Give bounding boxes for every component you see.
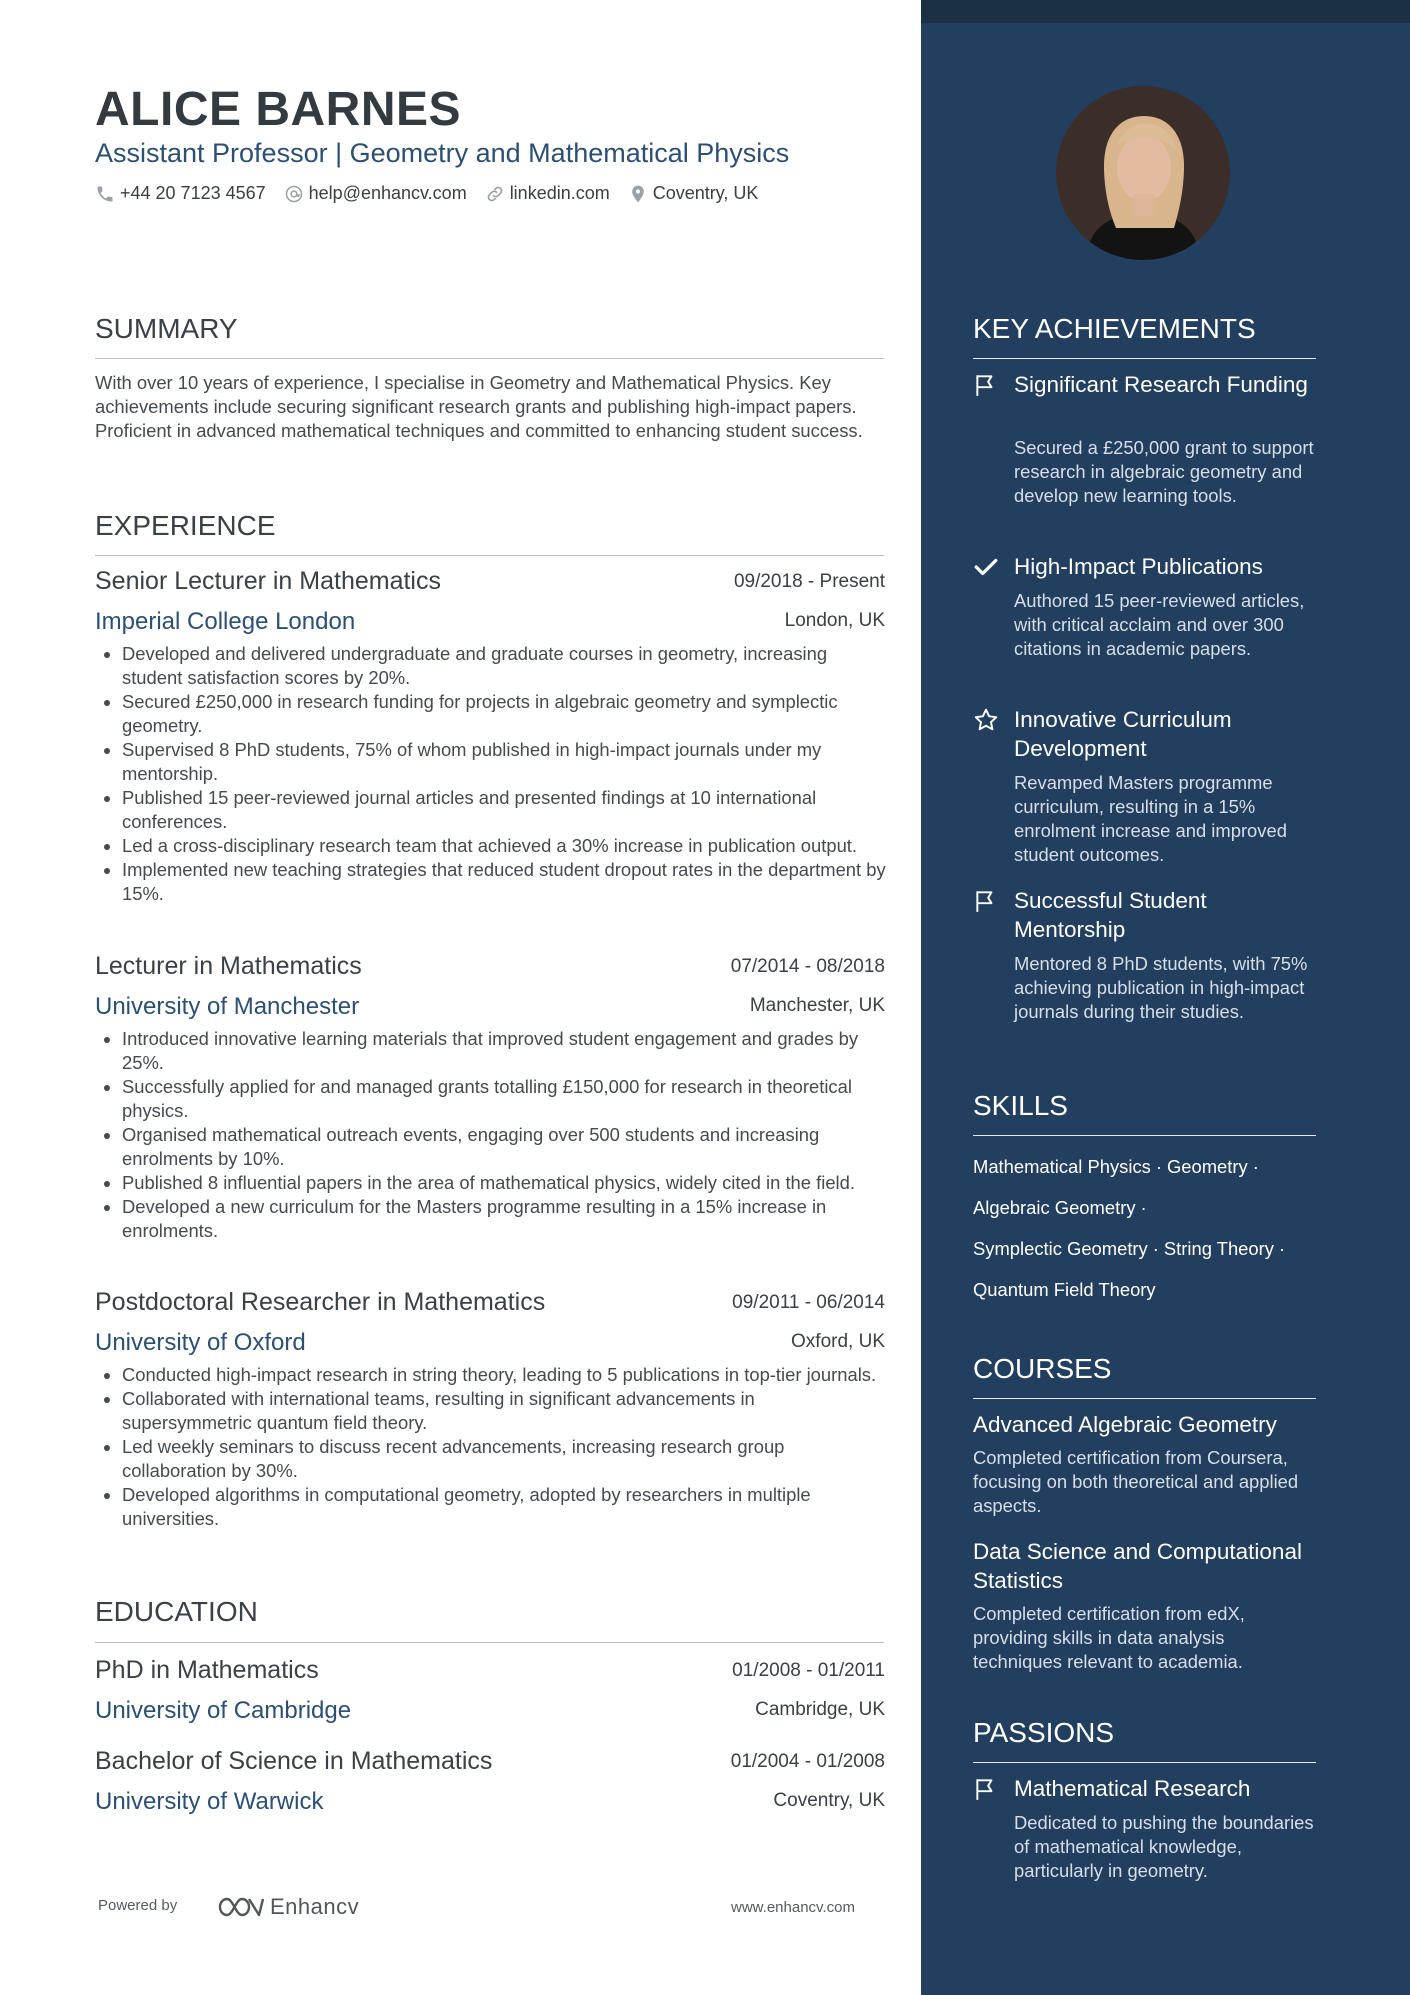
contact-email-text: help@enhancv.com <box>308 183 467 203</box>
skill-tag: Symplectic Geometry <box>973 1238 1148 1259</box>
job-org: Imperial College London <box>95 608 356 635</box>
list-item: • Successfully applied for and managed grants totalling £150,000 for research in theoretical physics. <box>122 1075 887 1123</box>
at-icon <box>284 184 304 204</box>
contact-bar <box>95 183 776 204</box>
education-location: Coventry, UK <box>773 1790 885 1811</box>
skill-tag: String Theory <box>1163 1238 1274 1259</box>
list-item: • Conducted high-impact research in string theory, leading to 5 publications in top-tier journals. <box>122 1363 887 1387</box>
checkmark-icon <box>973 554 999 580</box>
experience-title: EXPERIENCE <box>95 510 276 541</box>
passions-title: PASSIONS <box>973 1717 1115 1748</box>
job-role: Lecturer in Mathematics <box>95 952 362 980</box>
list-item: • Led a cross-disciplinary research team that achieved a 30% increase in publication output. <box>122 834 887 858</box>
list-item: • Developed algorithms in computational geometry, adopted by researchers in multiple universities. <box>122 1483 887 1531</box>
education-divider <box>95 1642 884 1643</box>
list-item: • Developed and delivered undergraduate and graduate courses in geometry, increasing student satisfaction scores by 20%. <box>122 642 887 690</box>
achievement-desc: Revamped Masters programme curriculum, resulting in a 15% enrolment increase and improved student outcomes. <box>1014 772 1287 865</box>
sidebar-top-band <box>921 0 1410 23</box>
achievement-title: Significant Research Funding <box>1014 372 1308 397</box>
experience-divider <box>95 555 884 556</box>
achievement-desc: Secured a £250,000 grant to support research in algebraic geometry and develop new learning tools. <box>1014 437 1314 506</box>
achievement-title: Innovative Curriculum Development <box>1014 707 1232 761</box>
skills-title: SKILLS <box>973 1090 1068 1121</box>
star-icon <box>973 707 999 733</box>
achievements-title: KEY ACHIEVEMENTS <box>973 313 1256 344</box>
passions-divider <box>973 1762 1316 1763</box>
enhancv-logo-icon <box>216 1894 264 1920</box>
link-icon <box>485 184 505 204</box>
courses-divider <box>973 1398 1316 1399</box>
job-bullets <box>95 642 887 906</box>
footer-powered-by: Powered by <box>98 1897 178 1914</box>
footer-brand-name: Enhancv <box>270 1894 360 1919</box>
job-org: University of Manchester <box>95 993 360 1020</box>
flag-icon <box>973 372 999 398</box>
education-degree: Bachelor of Science in Mathematics <box>95 1747 493 1775</box>
list-item: • Supervised 8 PhD students, 75% of whom published in high-impact journals under my mentorship. <box>122 738 887 786</box>
achievement-desc: Mentored 8 PhD students, with 75% achieving publication in high-impact journals during their studies. <box>1014 953 1308 1022</box>
contact-linkedin-text: linkedin.com <box>509 183 610 203</box>
contact-email[interactable] <box>284 183 467 204</box>
achievement-title: Successful Student Mentorship <box>1014 888 1207 942</box>
list-item: • Secured £250,000 in research funding for projects in algebraic geometry and symplectic geometry. <box>122 690 887 738</box>
achievement-desc: Authored 15 peer-reviewed articles, with critical acclaim and over 300 citations in academic papers. <box>1014 590 1305 659</box>
education-degree: PhD in Mathematics <box>95 1656 319 1684</box>
flag-icon <box>973 888 999 914</box>
list-item: • Led weekly seminars to discuss recent advancements, increasing research group collaboration by 30%. <box>122 1435 887 1483</box>
skill-tag: Mathematical Physics <box>973 1156 1151 1177</box>
list-item: • Collaborated with international teams, resulting in significant advancements in supersymmetric quantum field theory. <box>122 1387 887 1435</box>
skill-tag: Geometry <box>1166 1156 1248 1177</box>
job-org: University of Oxford <box>95 1329 306 1356</box>
contact-phone[interactable] <box>95 183 266 204</box>
job-dates: 07/2014 - 08/2018 <box>730 956 885 977</box>
course-title: Advanced Algebraic Geometry <box>973 1412 1277 1437</box>
footer-brand[interactable] <box>216 1894 359 1920</box>
course-desc: Completed certification from edX, providing skills in data analysis techniques relevant to academia. <box>973 1603 1245 1672</box>
list-item: • Published 8 influential papers in the area of mathematical physics, widely cited in the field. <box>122 1171 887 1195</box>
passion-title: Mathematical Research <box>1014 1776 1251 1801</box>
list-item: • Developed a new curriculum for the Masters programme resulting in a 15% increase in enrolments. <box>122 1195 887 1243</box>
summary-title: SUMMARY <box>95 313 238 344</box>
list-item: • Introduced innovative learning materials that improved student engagement and grades by 25%. <box>122 1027 887 1075</box>
course-title: Data Science and Computational Statistics <box>973 1539 1302 1593</box>
job-role: Senior Lecturer in Mathematics <box>95 567 441 595</box>
education-dates: 01/2004 - 01/2008 <box>730 1751 885 1772</box>
contact-location <box>628 183 759 204</box>
list-item: • Organised mathematical outreach events, engaging over 500 students and increasing enrolments by 10%. <box>122 1123 887 1171</box>
passion-desc: Dedicated to pushing the boundaries of mathematical knowledge, particularly in geometry. <box>1014 1812 1314 1881</box>
education-location: Cambridge, UK <box>755 1699 885 1720</box>
summary-divider <box>95 358 884 359</box>
job-location: Manchester, UK <box>749 995 885 1016</box>
avatar <box>1056 86 1230 260</box>
candidate-name: ALICE BARNES <box>95 83 462 136</box>
contact-phone-text: +44 20 7123 4567 <box>120 183 266 203</box>
skills-divider <box>973 1135 1316 1136</box>
education-school: University of Cambridge <box>95 1697 352 1724</box>
flag-icon <box>973 1776 999 1802</box>
job-location: London, UK <box>784 610 885 631</box>
job-dates: 09/2011 - 06/2014 <box>732 1292 885 1313</box>
job-location: Oxford, UK <box>791 1331 885 1352</box>
job-role: Postdoctoral Researcher in Mathematics <box>95 1288 546 1316</box>
education-title: EDUCATION <box>95 1596 258 1627</box>
skills-list: Mathematical Physics · Geometry · Algebraic Geometry · Symplectic Geometry · String Theory · Quantum Field Theory <box>973 1156 1286 1300</box>
list-item: • Implemented new teaching strategies that reduced student dropout rates in the department by 15%. <box>122 858 887 906</box>
job-bullets <box>95 1027 887 1243</box>
course-desc: Completed certification from Coursera, focusing on both theoretical and applied aspects. <box>973 1447 1299 1516</box>
achievements-divider <box>973 358 1316 359</box>
list-item: • Published 15 peer-reviewed journal articles and presented findings at 10 international conferences. <box>122 786 887 834</box>
education-dates: 01/2008 - 01/2011 <box>732 1660 885 1681</box>
job-bullets <box>95 1363 887 1531</box>
footer-url[interactable]: www.enhancv.com <box>731 1899 855 1916</box>
summary-text: With over 10 years of experience, I specialise in Geometry and Mathematical Physics. Key achievements include securing significant research grants and publishing high-impact papers. Proficient in advanced mathematical techniques and committed to enhancing student success. <box>95 372 863 441</box>
contact-linkedin[interactable] <box>485 183 610 204</box>
profile-photo <box>1056 86 1230 260</box>
job-dates: 09/2018 - Present <box>733 571 885 592</box>
achievement-title: High-Impact Publications <box>1014 554 1263 579</box>
education-school: University of Warwick <box>95 1788 324 1815</box>
phone-icon <box>95 184 115 204</box>
contact-location-text: Coventry, UK <box>652 183 759 203</box>
skill-tag: Quantum Field Theory <box>973 1279 1156 1300</box>
skill-tag: Algebraic Geometry <box>973 1197 1136 1218</box>
job-title: Assistant Professor | Geometry and Mathematical Physics <box>95 138 790 168</box>
location-pin-icon <box>628 184 648 204</box>
courses-title: COURSES <box>973 1353 1112 1384</box>
